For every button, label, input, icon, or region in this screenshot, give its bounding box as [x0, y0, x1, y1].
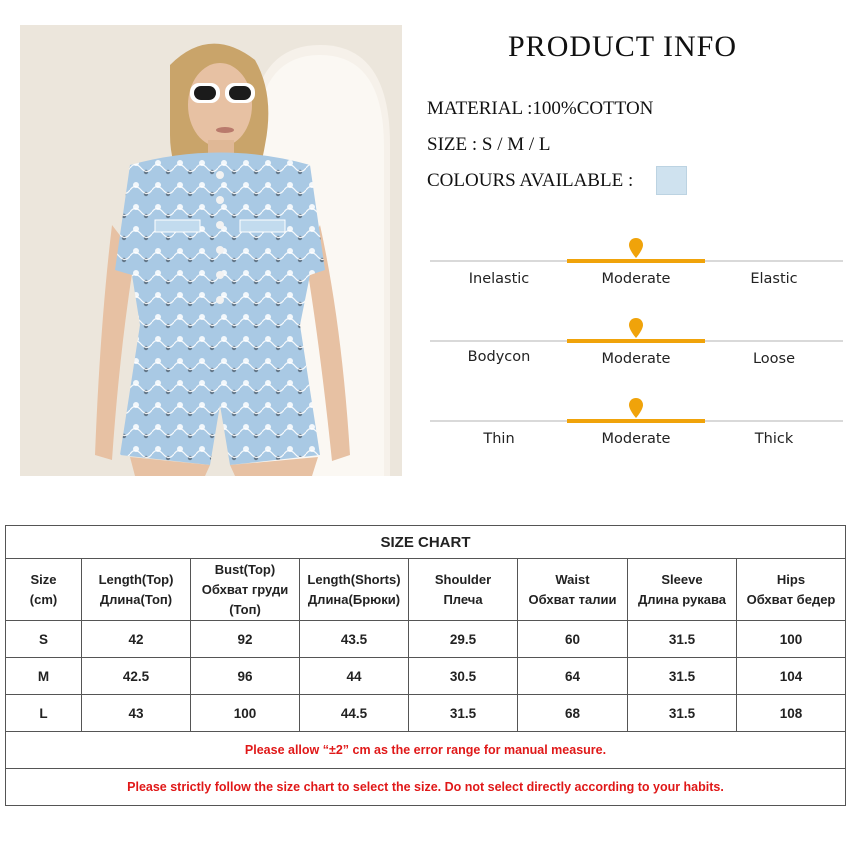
location-pin-icon: [629, 318, 643, 338]
scale-highlight: [567, 419, 705, 423]
scale-left-label: Bodycon: [467, 349, 531, 365]
colour-swatch-light-blue[interactable]: [656, 166, 687, 195]
header-line: Hips: [776, 571, 806, 587]
header-line: Waist: [555, 571, 590, 587]
table-row: [6, 658, 846, 695]
measure-note-row: [6, 732, 846, 769]
header-shoulder: [409, 559, 518, 621]
model-illustration: [20, 25, 402, 476]
table-cell: 31.5: [409, 695, 518, 732]
table-row: [6, 621, 846, 658]
table-cell: S: [6, 621, 82, 658]
header-line: Плеча: [443, 591, 483, 607]
size-chart-table: [5, 525, 846, 806]
scale-left-label: Thin: [483, 431, 515, 447]
scale-highlight: [567, 339, 705, 343]
table-cell: 31.5: [628, 695, 737, 732]
header-length-top: [82, 559, 191, 621]
location-pin-icon: [629, 398, 643, 418]
header-line: Длина рукава: [638, 591, 726, 607]
header-line: Shoulder: [434, 571, 492, 587]
table-cell: 68: [518, 695, 628, 732]
table-cell: 31.5: [628, 621, 737, 658]
table-cell: 64: [518, 658, 628, 695]
table-row: [6, 695, 846, 732]
table-cell: M: [6, 658, 82, 695]
table-cell: 42: [82, 621, 191, 658]
table-cell: 100: [191, 695, 300, 732]
scale-selected-label: Moderate: [601, 351, 671, 367]
table-cell: 31.5: [628, 658, 737, 695]
header-bust-top: [191, 559, 300, 621]
table-cell: 42.5: [82, 658, 191, 695]
table-cell: 43: [82, 695, 191, 732]
scale-right-label: Elastic: [750, 271, 798, 287]
table-cell: 104: [737, 658, 846, 695]
header-line: Обхват талии: [528, 591, 617, 607]
thickness-scale: [430, 398, 843, 458]
table-cell: 30.5: [409, 658, 518, 695]
size-advice-row: [6, 769, 846, 806]
location-pin-icon: [629, 238, 643, 258]
header-line: Length(Top): [98, 571, 174, 587]
table-cell: 100: [737, 621, 846, 658]
product-info-title: PRODUCT INFO: [508, 30, 737, 63]
table-cell: 44: [300, 658, 409, 695]
scale-right-label: Thick: [754, 431, 794, 447]
table-cell: 29.5: [409, 621, 518, 658]
measure-error-note: Please allow “±2” cm as the error range for manual measure.: [6, 732, 846, 769]
size-chart-title: SIZE CHART: [6, 526, 846, 559]
size-text: SIZE : S / M / L: [427, 134, 551, 155]
header-line: Size: [30, 571, 57, 587]
elasticity-scale: [430, 238, 843, 298]
material-text: MATERIAL :100%COTTON: [427, 98, 654, 119]
header-length-shorts: [300, 559, 409, 621]
size-advice-note: Please strictly follow the size chart to select the size. Do not select directly according to your habits.: [6, 769, 846, 806]
table-cell: 43.5: [300, 621, 409, 658]
header-sleeve: [628, 559, 737, 621]
header-line: Длина(Брюки): [307, 591, 401, 607]
header-line: Обхват груди: [201, 581, 289, 597]
scale-right-label: Loose: [752, 351, 796, 367]
table-cell: 96: [191, 658, 300, 695]
fit-scale: [430, 318, 843, 378]
header-line: (Топ): [229, 601, 261, 617]
scale-highlight: [567, 259, 705, 263]
header-line: (cm): [29, 591, 58, 607]
table-cell: 44.5: [300, 695, 409, 732]
header-waist: [518, 559, 628, 621]
colours-label: COLOURS AVAILABLE :: [427, 170, 634, 191]
header-line: Sleeve: [661, 571, 703, 587]
table-cell: 108: [737, 695, 846, 732]
scale-left-label: Inelastic: [468, 271, 530, 287]
header-line: Length(Shorts): [307, 571, 401, 587]
header-line: Обхват бедер: [746, 591, 836, 607]
table-cell: 92: [191, 621, 300, 658]
table-cell: 60: [518, 621, 628, 658]
scale-selected-label: Moderate: [601, 271, 671, 287]
header-hips: [737, 559, 846, 621]
table-cell: L: [6, 695, 82, 732]
scale-selected-label: Moderate: [601, 431, 671, 447]
header-size: [6, 559, 82, 621]
product-photo: [20, 25, 402, 476]
header-line: Длина(Топ): [99, 591, 173, 607]
header-line: Bust(Top): [214, 561, 276, 577]
size-chart-header-row: [6, 559, 846, 621]
